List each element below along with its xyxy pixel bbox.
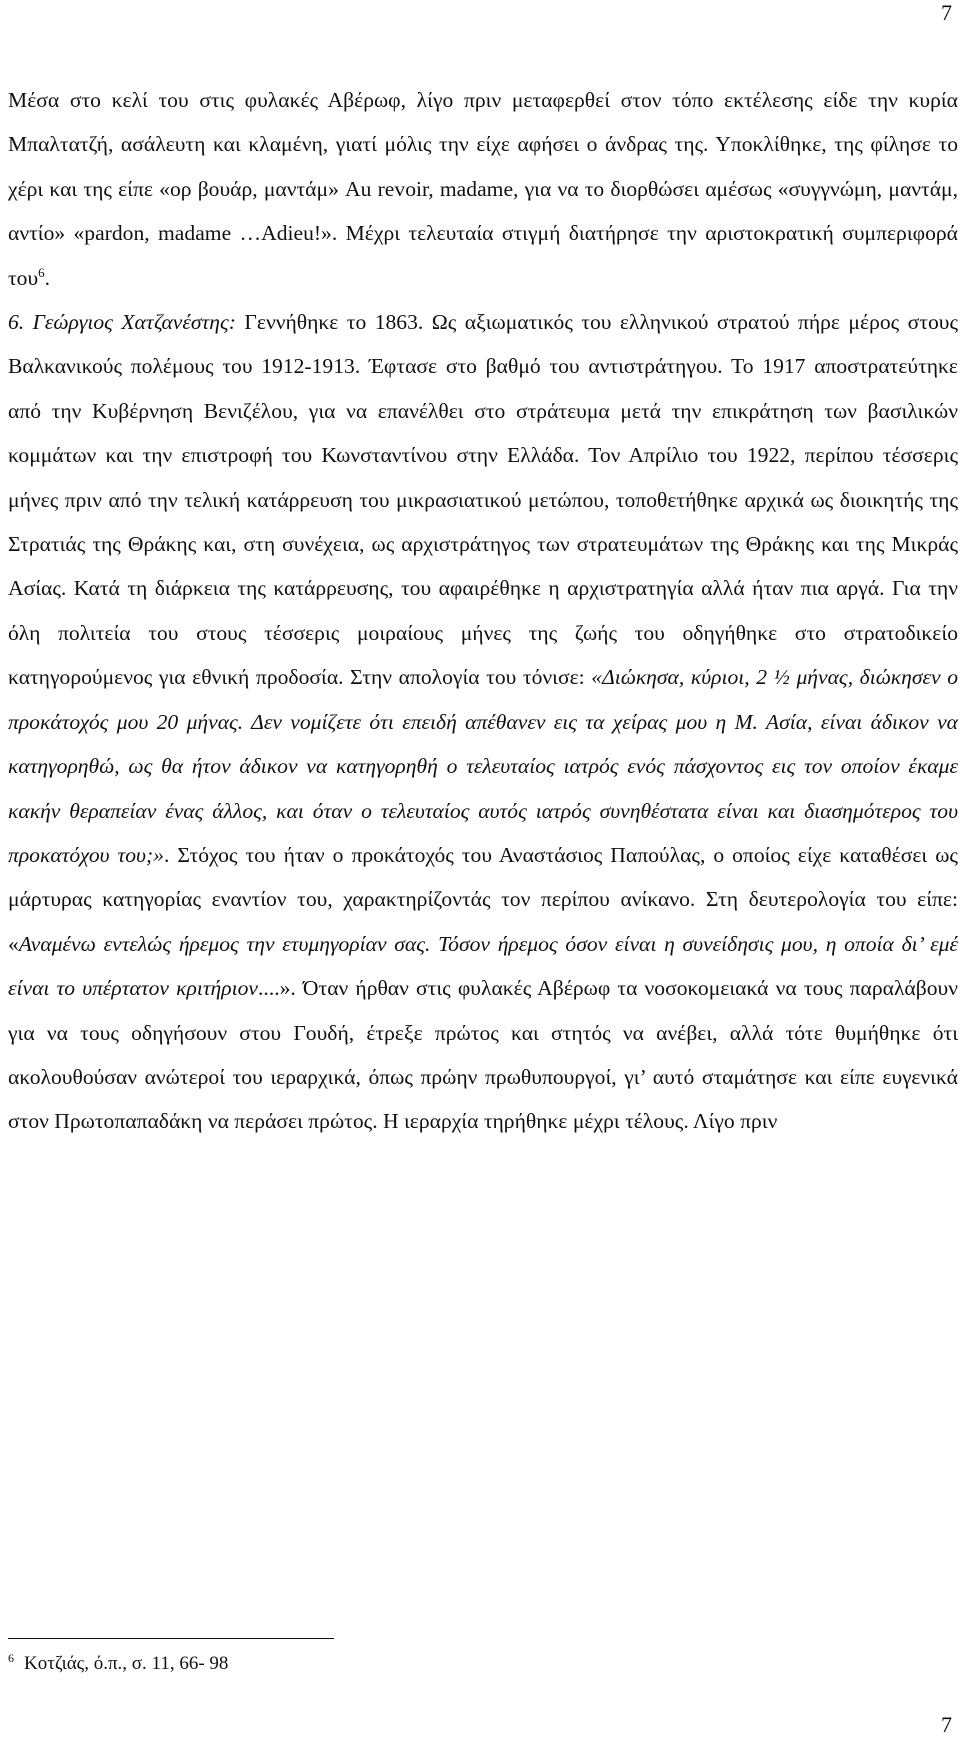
footnote-separator [8,1638,334,1639]
paragraph-2 [8,300,958,1144]
footnote-reference: 6 [38,264,45,280]
paragraph-2-text-1: Γεννήθηκε το 1863. Ως αξιωματικός του ελληνικού στρατού πήρε μέρος στους Βαλκανικούς πολέμους του 1912-1913. Έφτασε στο βαθμό του αντιστράτηγου. Το 1917 αποστρατεύτηκε από την Κυβέρνηση Βενιζέλου, για να επανέλθει στο στράτευμα μετά την επικράτηση των βασιλικών κομμάτων και την επιστροφή του Κωνσταντίνου στην Ελλάδα. Τον Απρίλιο του 1922, περίπου τέσσερις μήνες πριν από την τελική κατάρρευση του μικρασιατικού μετώπου, τοποθετήθηκε αρχικά ως διοικητής της Στρατιάς της Θράκης και, στη συνέχεια, ως αρχιστράτηγος των στρατευμάτων της Θράκης και της Μικράς Ασίας. Κατά τη διάρκεια της κατάρρευσης, του αφαιρέθηκε η αρχιστρατηγία αλλά ήταν πια αργά. Για την όλη πολιτεία του στους τέσσερις μοιραίους μήνες της ζωής του οδηγήθηκε στο στρατοδικείο κατηγορούμενος για εθνική προδοσία. Στην απολογία του τόνισε: [8,310,958,690]
quote-apology: «Διώκησα, κύριοι, 2 ½ μήνας, διώκησεν ο προκάτοχός μου 20 μήνας. Δεν νομίζετε ότι επειδή απέθανεν εις τα χείρας μου η Μ. Ασία, είναι άδικον να κατηγορηθώ, ως θα ήτον άδικον να κατηγορηθή ο τελευταίος ιατρός ενός πάσχοντος εις τον οποίον έκαμε κακήν θεραπείαν ένας άλλος, και όταν ο τελευταίος αυτός ιατρός συνηθέστατα είναι και διασημότερος του προκατόχου του;» [8,665,958,867]
page-number-top: 7 [941,0,952,25]
paragraph-2-text-3: ....». Όταν ήρθαν στις φυλακές Αβέρωφ τα νοσοκομειακά να τους παραλάβουν για να τους οδηγήσουν στου Γουδή, έτρεξε πρώτος και στητός να ανέβει, αλλά τότε θυμήθηκε ότι ακολουθούσαν ανώτεροί του ιεραρχικά, όπως πρώην πρωθυπουργοί, γι’ αυτό σταμάτησε και είπε ευγενικά στον Πρωτοπαπαδάκη να περάσει πρώτος. Η ιεραρχία τηρήθηκε μέχρι τέλους. Λίγο πριν [8,976,958,1134]
body-text [8,78,958,1144]
paragraph-1-end: . [44,265,51,290]
quote-rebuttal: Αναμένω εντελώς ήρεμος την ετυμηγορίαν σας. Τόσον ήρεμος όσον είναι η συνείδησις μου, η οποία δι’ εμέ είναι το υπέρτατον κριτήριον [8,931,958,1001]
footnote-text: Κοτζιάς, ό.π., σ. 11, 66- 98 [24,1653,229,1674]
footnote [8,1652,228,1676]
footnote-number: 6 [8,1650,14,1665]
paragraph-1-text: Μέσα στο κελί του στις φυλακές Αβέρωφ, λίγο πριν μεταφερθεί στον τόπο εκτέλεσης είδε την κυρία Μπαλτατζή, ασάλευτη και κλαμένη, γιατί μόλις την είχε αφήσει ο άνδρας της. Υποκλίθηκε, της φίλησε το χέρι και της είπε «ορ βουάρ, μαντάμ» Au revoir, madame, για να το διορθώσει αμέσως «συγγνώμη, μαντάμ, αντίο» «pardon, madame …Adieu!». Μέχρι τελευταία στιγμή διατήρησε την αριστοκρατική συμπεριφορά του [8,88,958,290]
paragraph-1 [8,78,958,300]
page-number-bottom: 7 [941,1712,952,1737]
biography-label: 6. Γεώργιος Χατζανέστης: [8,310,236,335]
paragraph-2-text-2: . Στόχος του ήταν ο προκάτοχός του Αναστάσιος Παπούλας, ο οποίος είχε καταθέσει ως μάρτυρας κατηγορίας εναντίον του, χαρακτηρίζοντάς τον περίπου ανίκανο. Στη δευτερολογία του είπε: « [8,842,958,956]
